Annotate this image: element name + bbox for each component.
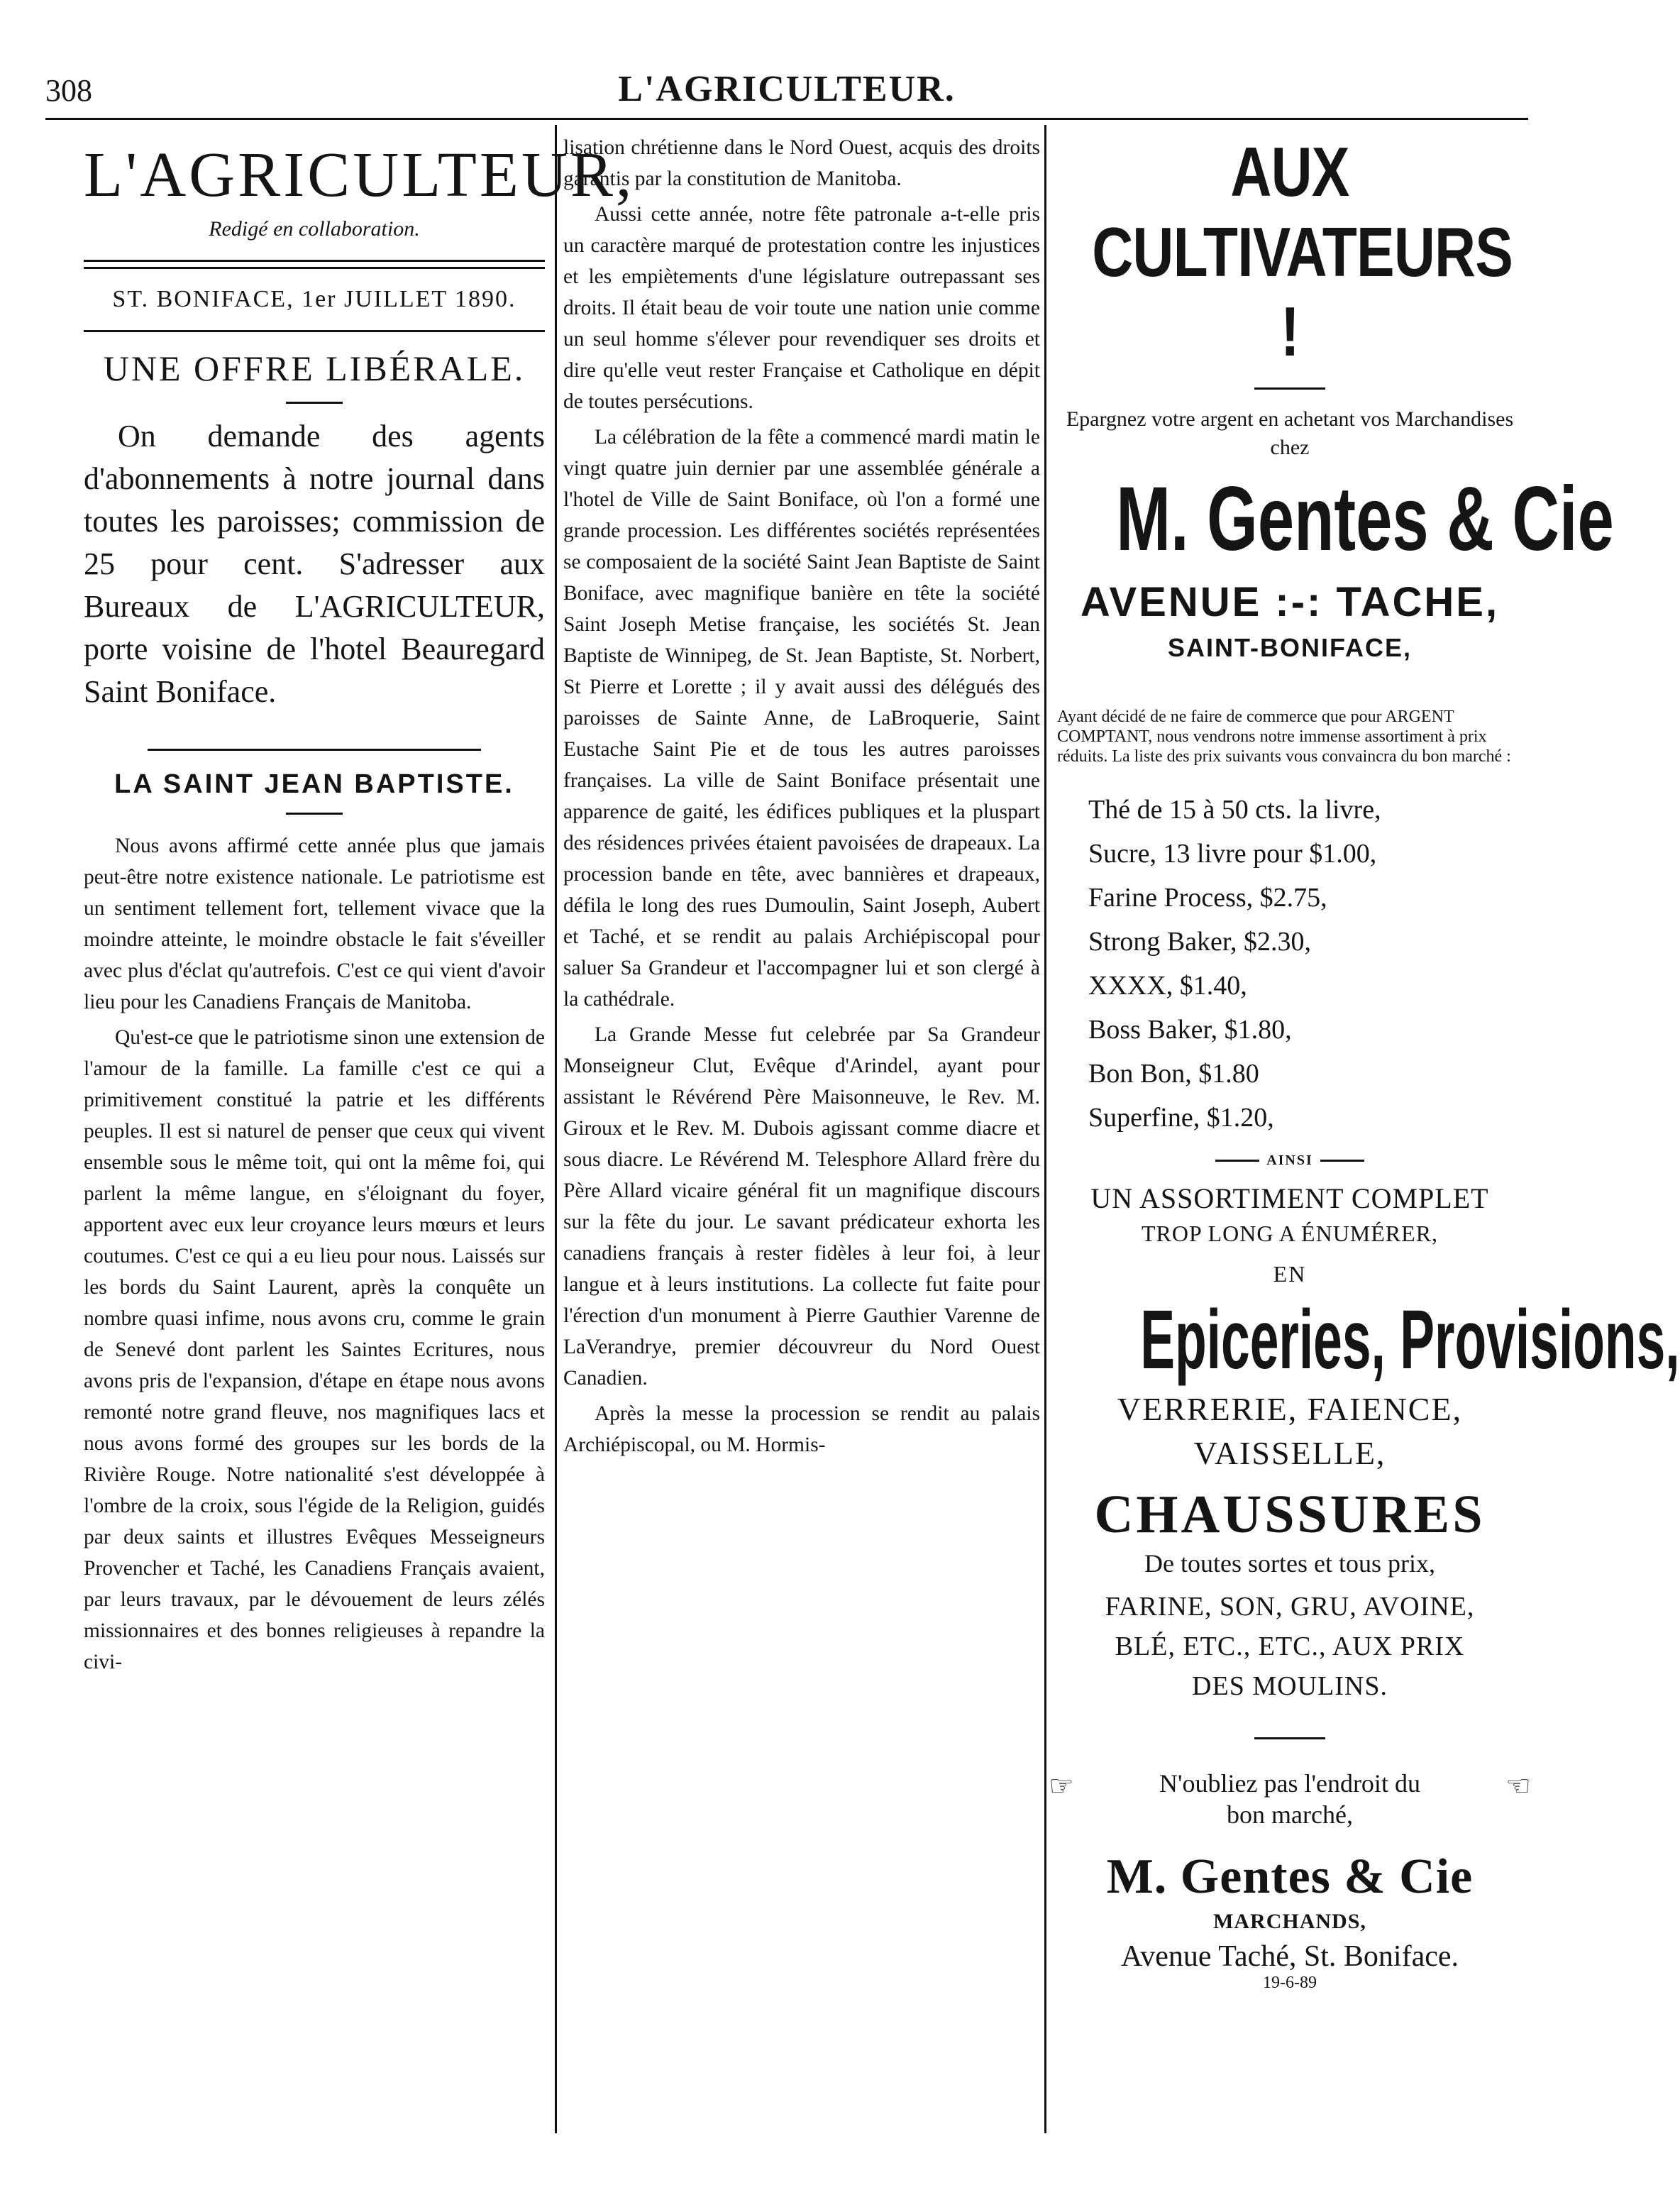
price-item: Sucre, 13 livre pour $1.00, <box>1088 838 1377 869</box>
flour-line: DES MOULINS. <box>1192 1671 1388 1702</box>
article-paragraph: Après la messe la procession se rendit au palais Archiépiscopal, ou M. Hormis- <box>563 1402 1040 1456</box>
article-paragraph: Aussi cette année, notre fête patronale a-t-elle pris un caractère marqué de protestation contre les injustices et les empiètements d'une législature outrepassant ses droits. Il était beau de voir toute une nation unie comme un seul homme s'élever pour revendiquer ses droits et dire qu'elle veut rester Française et Catholique en dépit de toutes persécutions. <box>563 203 1040 413</box>
column-2 <box>563 132 1040 1460</box>
ad-intro: Epargnez votre argent en achetant vos Marchandises chez <box>1066 407 1514 460</box>
assortment-line: UN ASSORTIMENT COMPLET <box>1090 1182 1489 1214</box>
masthead-subtitle: Redigé en collaboration. <box>209 217 420 241</box>
dishes-line: VAISSELLE, <box>1193 1435 1386 1472</box>
ad-rule <box>1254 387 1325 390</box>
ainsi-separator <box>1049 1152 1531 1169</box>
section-divider <box>148 749 481 751</box>
ad-address: AVENUE :-: TACHE, <box>1080 578 1500 625</box>
offer-heading-rule <box>286 402 343 404</box>
price-item: Farine Process, $2.75, <box>1088 882 1327 913</box>
groceries-line: Epiceries, Provisions, <box>1140 1292 1680 1387</box>
article-paragraph: Qu'est-ce que le patriotisme sinon une extension de l'amour de la famille. La famille c'est ce qui a primitivement constitué la patrie et les différents peuples. Il est si naturel de penser que ceux qui vivent ensemble sous le même toit, qui ont la même foi, qui parlent la même langue, en s'éloignant du foyer, apportent avec eux leur croyance leurs mœurs et leurs coutumes. C'est ce qui a eu lieu pour nous. Laissés sur les bords du Saint Laurent, après la conquête un nombre quasi infime, nous avons cru, comme le grain de Senevé dont parlent les Saintes Ecritures, nous avons pris de l'expansion, d'étape en étape nous avons remonté notre grand fleuve, nos magnifiques lacs et nous avons formé des groupes sur les bords de la Rivière Rouge. Notre nationalité s'est développée à l'ombre de la croix, sous l'égide de la Religion, guidés par deux saints et illustres Evêques Messeigneurs Provencher et Taché, les Canadiens Français avaient, par leurs travaux, par le dévouement de leurs zélés missionnaires et des bonnes religieuses à repandre la civi- <box>84 1026 545 1673</box>
shoes-line: CHAUSSURES <box>1094 1485 1486 1545</box>
dash-rule <box>1215 1160 1259 1162</box>
ad-rule <box>1254 1737 1325 1739</box>
saint-jean-heading: LA SAINT JEAN BAPTISTE. <box>114 769 514 799</box>
ad-headline: AUX CULTIVATEURS ! <box>1092 133 1513 371</box>
price-item: Strong Baker, $2.30, <box>1088 926 1312 957</box>
column-divider-2 <box>1044 125 1046 2133</box>
pointing-hand-icon: ☞ <box>1049 1770 1074 1803</box>
masthead-double-rule <box>84 260 545 269</box>
reminder-block <box>1049 1768 1531 1830</box>
too-long-line: TROP LONG A ÉNUMÉRER, <box>1141 1220 1439 1246</box>
reminder-line: N'oubliez pas l'endroit du <box>1159 1769 1420 1798</box>
dateline: ST. BONIFACE, 1er JUILLET 1890. <box>112 286 516 312</box>
running-title: L'AGRICULTEUR. <box>618 69 956 109</box>
running-header <box>45 68 1528 119</box>
ad-city: SAINT-BONIFACE, <box>1167 632 1412 662</box>
offer-heading: UNE OFFRE LIBÉRALE. <box>103 348 526 388</box>
article-paragraph: La célébration de la fête a commencé mardi matin le vingt quatre juin dernier par une assemblée générale a l'hotel de Ville de Saint Boniface, où l'on a formé une grande procession. Les différentes sociétés représentées se composaient de la société Saint Jean Baptiste de Saint Boniface, avec magnifique banière en tête la société Saint Joseph Metise française, les sociétés St. Jean Baptiste de Winnipeg, de St. Jean Baptiste, St. Norbert, St Pierre et Lorette ; il y avait aussi des délégués des paroisses de Sainte Anne, de LaBroquerie, Saint Eustache Saint Pie et de tous les autres paroisses françaises. La ville de Saint Boniface présentait une apparence de gaité, les édifices publiques et la pluspart des résidences privées étaient pavoisées de drapeaux. La procession bande en tête, avec bannières et drapeaux, défila le long des rues Dumoulin, Saint Joseph, Aubert et Taché, et se rendit au palais Archiépiscopal pour saluer Sa Grandeur et l'accompagner lui et son clergé à la cathédrale. <box>563 426 1040 1011</box>
merchants-label: MARCHANDS, <box>1213 1910 1366 1934</box>
glassware-line: VERRERIE, FAIENCE, <box>1117 1391 1463 1428</box>
price-item: XXXX, $1.40, <box>1088 970 1247 1001</box>
ad-cash-notice: Ayant décidé de ne faire de commerce que pour ARGENT COMPTANT, nous vendrons notre immense assortiment à prix réduits. La liste des prix suivants vous convaincra du bon marché : <box>1057 707 1511 766</box>
pointing-hand-icon: ☞ <box>1505 1770 1531 1803</box>
all-sorts-line: De toutes sortes et tous prix, <box>1144 1549 1435 1578</box>
reminder-line: bon marché, <box>1227 1800 1353 1830</box>
saint-jean-heading-rule <box>286 813 343 815</box>
ad-company-name: M. Gentes & Cie <box>1116 468 1614 571</box>
advertisement <box>1049 128 1680 1993</box>
article-paragraph: Nous avons affirmé cette année plus que jamais peut-être notre existence nationale. Le patriotisme est un sentiment tellement fort, tellement vivace que la moindre atteinte, le moindre obstacle le fait s'éveiller avec plus d'éclat qu'autrefois. C'est ce qui vient d'avoir lieu pour les Canadiens Français de Manitoba. <box>84 835 545 1013</box>
en-line: EN <box>1273 1260 1307 1287</box>
ad-company-footer: M. Gentes & Cie <box>1106 1849 1474 1905</box>
dateline-rule <box>84 330 545 332</box>
offer-text: On demande des agents d'abonnements à notre journal dans toutes les paroisses; commission de 25 pour cent. S'adresser aux Bureaux de L'AGRICULTEUR, porte voisine de l'hotel Beauregard Saint Boniface. <box>84 419 545 709</box>
price-item: Thé de 15 à 50 cts. la livre, <box>1088 794 1381 825</box>
article-paragraph: lisation chrétienne dans le Nord Ouest, acquis des droits garantis par la constitution de Manitoba. <box>563 136 1040 190</box>
flour-line: FARINE, SON, GRU, AVOINE, <box>1105 1592 1475 1622</box>
masthead-title: L'AGRICULTEUR, <box>84 140 635 210</box>
header-rule <box>45 118 1528 120</box>
column-divider-1 <box>555 125 557 2133</box>
price-item: Bon Bon, $1.80 <box>1088 1058 1259 1089</box>
price-item: Superfine, $1.20, <box>1088 1102 1274 1133</box>
column-1 <box>84 128 635 1678</box>
ad-code: 19-6-89 <box>1263 1974 1317 1993</box>
footer-address: Avenue Taché, St. Boniface. <box>1120 1940 1459 1974</box>
ainsi-label: AINSI <box>1266 1152 1313 1168</box>
page-number: 308 <box>45 73 92 108</box>
price-list <box>1088 788 1531 1140</box>
flour-line: BLÉ, ETC., ETC., AUX PRIX <box>1115 1632 1465 1662</box>
price-item: Boss Baker, $1.80, <box>1088 1014 1292 1045</box>
dash-rule <box>1320 1160 1364 1162</box>
article-paragraph: La Grande Messe fut celebrée par Sa Grandeur Monseigneur Clut, Evêque d'Arindel, ayant pour assistant le Révérend Père Maisonneuve, le Rev. M. Giroux et le Rev. M. Dubois agissant comme diacre et sous diacre. Le Révérend M. Telesphore Allard frère du Père Allard vicaire général fit un magnifique discours sur la fête du jour. Le savant prédicateur exhorta les canadiens français à rester fidèles à leur foi, à leur langue et à leurs institutions. La collecte fut faite pour l'érection d'un monument à Pierre Gauthier Varenne de LaVerandrye, premier découvreur du Nord Ouest Canadien. <box>563 1023 1040 1390</box>
